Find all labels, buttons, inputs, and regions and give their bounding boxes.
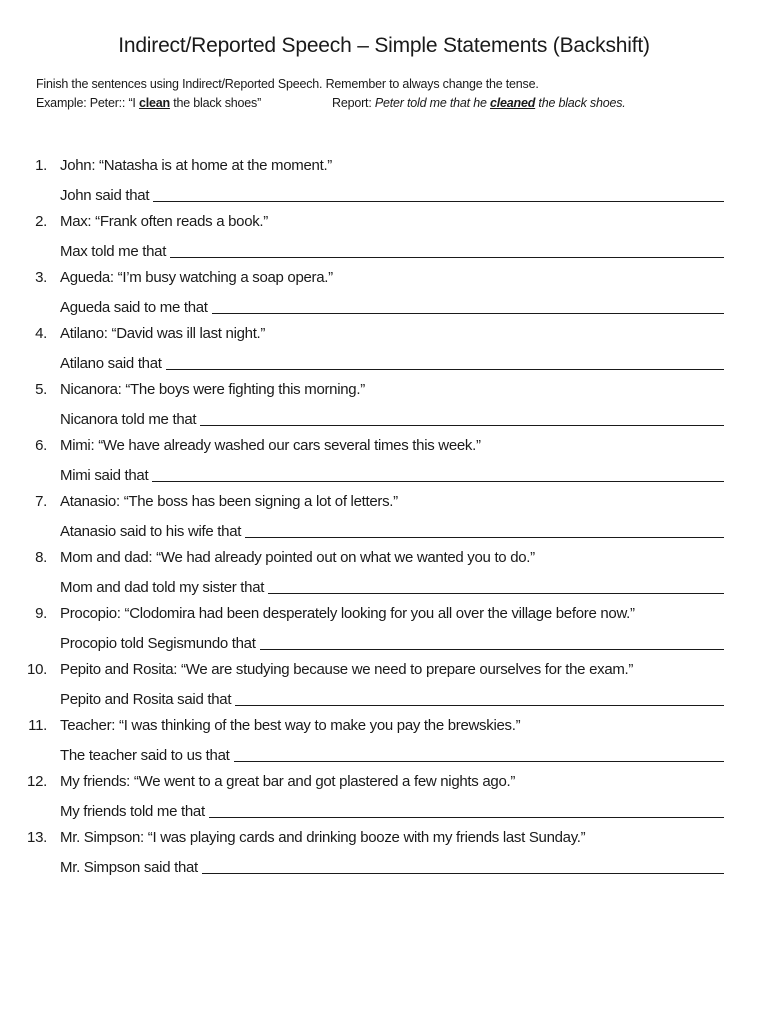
example-quote-prefix: Example: Peter:: “I	[36, 96, 139, 110]
answer-prompt: John said that	[60, 187, 150, 204]
answer-prompt: Mimi said that	[60, 467, 149, 484]
exercise-list	[0, 152, 768, 880]
item-quote: Atilano: “David was ill last night.”	[60, 325, 266, 342]
instructions	[36, 75, 626, 113]
item-answer	[60, 465, 724, 485]
answer-blank-line[interactable]	[153, 199, 724, 202]
item-quote: Nicanora: “The boys were fighting this morning.”	[60, 381, 365, 398]
answer-prompt: Agueda said to me that	[60, 299, 208, 316]
instructions-text: Finish the sentences using Indirect/Reported Speech. Remember to always change the tense.	[36, 77, 539, 91]
item-quote: Agueda: “I’m busy watching a soap opera.”	[60, 269, 333, 286]
item-answer	[60, 801, 724, 821]
answer-prompt: The teacher said to us that	[60, 747, 230, 764]
item-answer	[60, 745, 724, 765]
item-quote: Teacher: “I was thinking of the best way to make you pay the brewskies.”	[60, 717, 521, 734]
example-report-end: the black shoes.	[535, 96, 626, 110]
item-number: 8.	[35, 549, 47, 566]
item-number: 7.	[35, 493, 47, 510]
exercise-item	[0, 208, 768, 264]
example-row	[36, 94, 626, 113]
answer-prompt: Mom and dad told my sister that	[60, 579, 265, 596]
answer-blank-line[interactable]	[152, 479, 724, 482]
answer-prompt: Atanasio said to his wife that	[60, 523, 242, 540]
item-quote: Procopio: “Clodomira had been desperately looking for you all over the village before now.”	[60, 605, 635, 622]
exercise-item	[0, 488, 768, 544]
exercise-item	[0, 656, 768, 712]
item-number: 13.	[27, 829, 47, 846]
answer-blank-line[interactable]	[200, 423, 724, 426]
item-number: 4.	[35, 325, 47, 342]
answer-blank-line[interactable]	[268, 591, 724, 594]
item-answer	[60, 297, 724, 317]
item-answer	[60, 521, 724, 541]
answer-blank-line[interactable]	[245, 535, 724, 538]
item-number: 10.	[27, 661, 47, 678]
exercise-item	[0, 768, 768, 824]
answer-prompt: Max told me that	[60, 243, 167, 260]
answer-blank-line[interactable]	[170, 255, 724, 258]
answer-blank-line[interactable]	[260, 647, 724, 650]
item-quote: Mr. Simpson: “I was playing cards and drinking booze with my friends last Sunday.”	[60, 829, 586, 846]
item-number: 1.	[35, 157, 47, 174]
item-quote: My friends: “We went to a great bar and got plastered a few nights ago.”	[60, 773, 516, 790]
answer-prompt: Mr. Simpson said that	[60, 859, 198, 876]
example-report	[332, 94, 626, 113]
answer-blank-line[interactable]	[166, 367, 724, 370]
example-report-start: Peter told me that he	[374, 96, 490, 110]
answer-prompt: Atilano said that	[60, 355, 162, 372]
item-quote: Mimi: “We have already washed our cars several times this week.”	[60, 437, 481, 454]
item-number: 3.	[35, 269, 47, 286]
item-quote: Mom and dad: “We had already pointed out on what we wanted you to do.”	[60, 549, 535, 566]
exercise-item	[0, 712, 768, 768]
exercise-item	[0, 152, 768, 208]
answer-blank-line[interactable]	[212, 311, 724, 314]
answer-prompt: My friends told me that	[60, 803, 205, 820]
exercise-item	[0, 432, 768, 488]
item-quote: Max: “Frank often reads a book.”	[60, 213, 268, 230]
answer-blank-line[interactable]	[209, 815, 724, 818]
item-answer	[60, 185, 724, 205]
item-answer	[60, 857, 724, 877]
item-answer	[60, 353, 724, 373]
item-answer	[60, 577, 724, 597]
item-quote: John: “Natasha is at home at the moment.”	[60, 157, 333, 174]
exercise-item	[0, 600, 768, 656]
example-quote-verb: clean	[138, 96, 170, 110]
item-number: 2.	[35, 213, 47, 230]
item-answer	[60, 633, 724, 653]
exercise-item	[0, 264, 768, 320]
item-quote: Atanasio: “The boss has been signing a lot of letters.”	[60, 493, 398, 510]
example-report-verb: cleaned	[490, 96, 536, 110]
example-quote-suffix: the black shoes”	[169, 96, 262, 110]
answer-prompt: Procopio told Segismundo that	[60, 635, 256, 652]
item-number: 5.	[35, 381, 47, 398]
example-report-label: Report:	[332, 96, 375, 110]
answer-blank-line[interactable]	[202, 871, 724, 874]
exercise-item	[0, 824, 768, 880]
item-answer	[60, 689, 724, 709]
item-number: 6.	[35, 437, 47, 454]
answer-blank-line[interactable]	[234, 759, 724, 762]
item-quote: Pepito and Rosita: “We are studying because we need to prepare ourselves for the exam.”	[60, 661, 634, 678]
exercise-item	[0, 376, 768, 432]
page-title: Indirect/Reported Speech – Simple Statements (Backshift)	[118, 34, 650, 57]
answer-blank-line[interactable]	[235, 703, 724, 706]
item-answer	[60, 241, 724, 261]
item-number: 12.	[27, 773, 47, 790]
answer-prompt: Pepito and Rosita said that	[60, 691, 232, 708]
answer-prompt: Nicanora told me that	[60, 411, 197, 428]
item-answer	[60, 409, 724, 429]
example-quote	[36, 94, 261, 113]
exercise-item	[0, 320, 768, 376]
item-number: 9.	[35, 605, 47, 622]
exercise-item	[0, 544, 768, 600]
item-number: 11.	[28, 717, 47, 734]
